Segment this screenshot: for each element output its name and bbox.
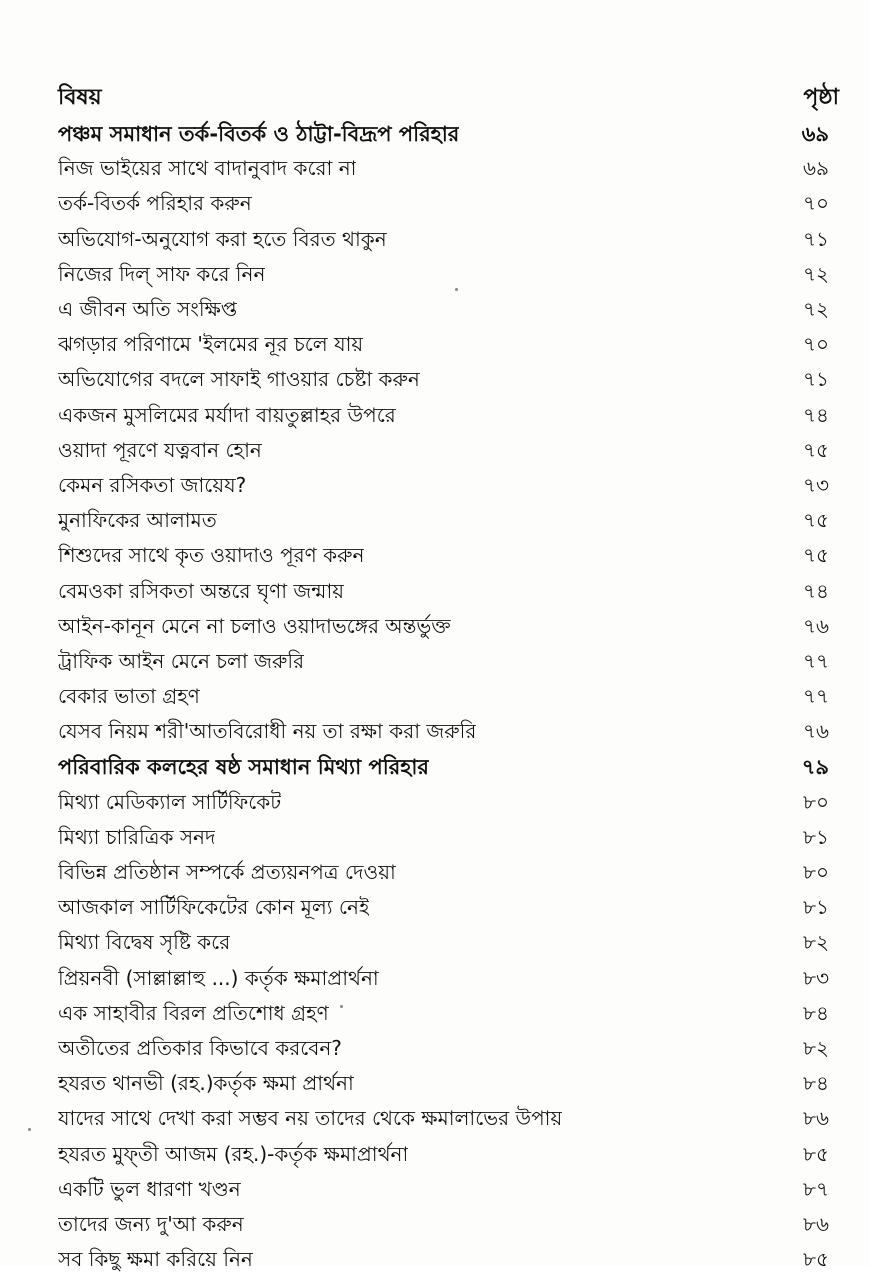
toc-entry [58, 470, 829, 505]
toc-entry [58, 716, 829, 751]
toc-entry-page-number: ৭৬ [802, 613, 829, 638]
toc-entry [58, 892, 829, 927]
toc-entry-page-number: ৭৬ [802, 719, 829, 744]
toc-entry [58, 400, 829, 435]
toc-entry-title: পঞ্চম সমাধান তর্ক-বিতর্ক ও ঠাট্টা-বিদ্রূপ পরিহার [58, 122, 460, 147]
toc-entry [58, 963, 829, 998]
toc-entry-page-number: ৮১ [803, 824, 829, 849]
toc-entry-page-number: ৮০ [803, 860, 829, 885]
toc-entry [58, 857, 829, 892]
toc-entry [58, 540, 829, 575]
toc-entry-page-number: ৭৫ [803, 437, 829, 462]
toc-entry-title: মিথ্যা চারিত্রিক সনদ [58, 824, 216, 849]
toc-entry-title: ওয়াদা পূরণে যত্নবান হোন [58, 437, 262, 462]
toc-entry [58, 681, 829, 716]
toc-entry-title: হযরত থানভী (রহ.)কর্তৃক ক্ষমা প্রার্থনা [58, 1071, 354, 1096]
toc-entry-title: শিশুদের সাথে কৃত ওয়াদাও পূরণ করুন [58, 543, 365, 568]
toc-entry-title: পরিবারিক কলহের ষষ্ঠ সমাধান মিথ্যা পরিহার [58, 755, 429, 780]
toc-entry-page-number: ৭৭ [802, 684, 829, 709]
toc-entry-page-number: ৮২ [803, 1035, 829, 1060]
toc-entry [58, 1068, 829, 1103]
toc-entry-page-number: ৬৯ [801, 122, 829, 147]
toc-entry-page-number: ৮৭ [803, 1176, 829, 1201]
toc-entry-page-number: ৭১ [803, 367, 829, 392]
toc-entry-title: যাদের সাথে দেখা করা সম্ভব নয় তাদের থেকে ক্ষমালাভের উপায় [58, 1106, 563, 1131]
toc-entry [58, 505, 829, 540]
toc-entry-page-number: ৮১ [803, 895, 829, 920]
toc-entry-page-number: ৮৩ [803, 965, 829, 990]
toc-entry-title: যেসব নিয়ম শরী'আতবিরোধী নয় তা রক্ষা করা জরুরি [58, 719, 477, 744]
toc-entry [58, 787, 829, 822]
toc-entry-title: এক সাহাবীর বিরল প্রতিশোধ গ্রহণ [58, 1000, 329, 1025]
toc-entry-title: মুনাফিকের আলামত [58, 508, 217, 533]
toc-entry [58, 435, 829, 470]
toc-entry-page-number: ৭৪ [803, 402, 829, 427]
toc-entry [58, 188, 829, 223]
toc-entry [58, 927, 829, 962]
toc-entry-title: নিজ ভাইয়ের সাথে বাদানুবাদ করো না [58, 156, 357, 181]
toc-entry [58, 822, 829, 857]
toc-entry [58, 329, 829, 364]
toc-entry-page-number: ৮৫ [803, 1247, 829, 1272]
toc-entry-title: মিথ্যা বিদ্বেষ সৃষ্টি করে [58, 930, 231, 955]
toc-entry-page-number: ৭২ [802, 297, 829, 322]
toc-entry-title: অভিযোগের বদলে সাফাই গাওয়ার চেষ্টা করুন [58, 367, 420, 392]
toc-entry-title: একটি ভুল ধারণা খণ্ডন [58, 1176, 241, 1201]
toc-section-heading [58, 751, 829, 786]
toc-entry-page-number: ৭০ [802, 332, 829, 357]
paper-speck [28, 1128, 31, 1131]
toc-entry [58, 1174, 829, 1209]
toc-entry [58, 1138, 829, 1173]
subject-column-label: বিষয় [58, 84, 102, 110]
toc-entry-page-number: ৬৯ [803, 156, 829, 181]
toc-entry [58, 998, 829, 1033]
toc-entry-page-number: ৮৫ [803, 1141, 829, 1166]
toc-entry-page-number: ৮২ [803, 930, 829, 955]
toc-header [58, 78, 839, 118]
toc-entry-page-number: ৮৪ [803, 1000, 829, 1025]
toc-entry [58, 611, 829, 646]
toc-entry [58, 1244, 829, 1279]
page-column-label: পৃষ্ঠা [803, 84, 839, 110]
toc-entry-page-number: ৮০ [803, 789, 829, 814]
toc-entry [58, 1209, 829, 1244]
table-of-contents [58, 118, 829, 1279]
toc-entry-title: তর্ক-বিতর্ক পরিহার করুন [58, 191, 252, 216]
toc-entry-title: অভিযোগ-অনুযোগ করা হতে বিরত থাকুন [58, 226, 387, 251]
toc-entry-page-number: ৭১ [803, 226, 829, 251]
toc-entry-page-number: ৭৫ [803, 508, 829, 533]
toc-entry-title: নিজের দিল্ সাফ করে নিন [58, 261, 266, 286]
toc-entry-title: অতীতের প্রতিকার কিভাবে করবেন? [58, 1035, 342, 1060]
toc-entry-title: ঝগড়ার পরিণামে 'ইলমের নূর চলে যায় [58, 332, 364, 357]
toc-entry-title: বেমওকা রসিকতা অন্তরে ঘৃণা জন্মায় [58, 578, 345, 603]
toc-entry-page-number: ৭৪ [803, 578, 829, 603]
toc-entry-title: ট্রাফিক আইন মেনে চলা জরুরি [58, 648, 305, 673]
toc-entry-title: কেমন রসিকতা জায়েয? [58, 472, 247, 497]
toc-entry-page-number: ৭৯ [801, 755, 829, 780]
toc-entry-title: প্রিয়নবী (সাল্লাল্লাহু ...) কর্তৃক ক্ষমাপ্রার্থনা [58, 965, 379, 990]
toc-entry [58, 153, 829, 188]
toc-entry-page-number: ৭০ [802, 191, 829, 216]
toc-entry [58, 294, 829, 329]
toc-entry-page-number: ৮৪ [803, 1071, 829, 1096]
toc-entry-title: মিথ্যা মেডিক্যাল সার্টিফিকেট [58, 789, 282, 814]
toc-section-heading [58, 118, 829, 153]
toc-entry-title: তাদের জন্য দু'আ করুন [58, 1211, 244, 1236]
toc-entry [58, 259, 829, 294]
toc-entry-page-number: ৭৭ [802, 648, 829, 673]
toc-entry [58, 1033, 829, 1068]
toc-entry-title: এ জীবন অতি সংক্ষিপ্ত [58, 297, 238, 322]
toc-entry-title: বেকার ভাতা গ্রহণ [58, 684, 200, 709]
toc-entry-title: বিভিন্ন প্রতিষ্ঠান সম্পর্কে প্রত্যয়নপত্র দেওয়া [58, 860, 396, 885]
toc-entry-page-number: ৭২ [802, 261, 829, 286]
toc-entry [58, 1103, 829, 1138]
toc-entry [58, 575, 829, 610]
toc-entry-page-number: ৭৫ [803, 543, 829, 568]
toc-entry-page-number: ৮৬ [803, 1211, 829, 1236]
toc-entry [58, 364, 829, 399]
toc-entry [58, 646, 829, 681]
toc-entry-title: সব কিছু ক্ষমা করিয়ে নিন [58, 1247, 253, 1272]
toc-entry-title: আইন-কানূন মেনে না চলাও ওয়াদাভঙ্গের অন্তর্ভুক্ত [58, 613, 451, 638]
toc-entry-title: হযরত মুফ্তী আজম (রহ.)-কর্তৃক ক্ষমাপ্রার্থনা [58, 1141, 409, 1166]
toc-entry-page-number: ৮৬ [803, 1106, 829, 1131]
toc-entry-page-number: ৭৩ [802, 472, 829, 497]
toc-entry [58, 224, 829, 259]
toc-entry-title: আজকাল সার্টিফিকেটের কোন মূল্য নেই [58, 895, 370, 920]
toc-entry-title: একজন মুসলিমের মর্যাদা বায়তুল্লাহর উপরে [58, 402, 396, 427]
